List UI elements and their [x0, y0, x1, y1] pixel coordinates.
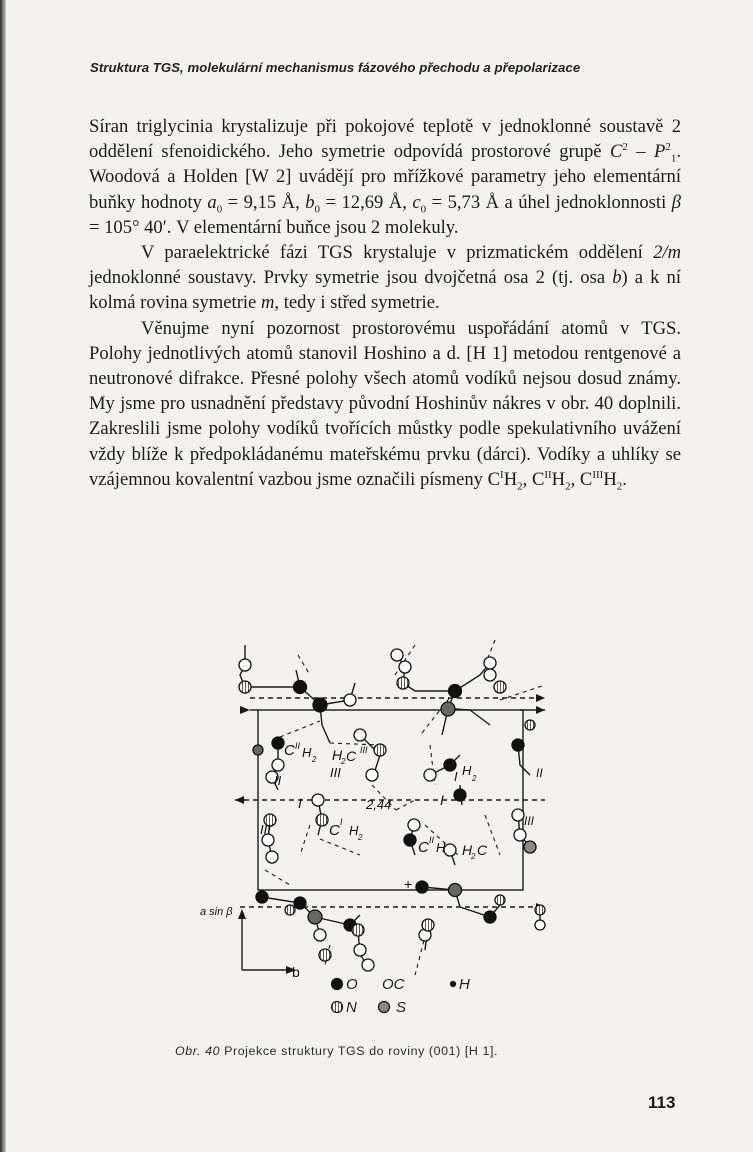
svg-text:H: H — [462, 842, 473, 858]
paragraph-2: V paraelektrické fázi TGS krystaluje v prizmatickém oddělení 2/m jednoklonné soustavy. Prvky symetrie jsou dvojčetná osa 2 (tj. osa b) a k ní kolmá rovina symetrie m, tedy i střed symetrie. — [89, 242, 682, 314]
svg-text:H: H — [436, 840, 446, 855]
svg-text:O: O — [346, 976, 358, 993]
svg-text:2,44: 2,44 — [366, 797, 392, 812]
svg-text:H: H — [462, 763, 472, 778]
svg-text:b: b — [292, 964, 300, 980]
svg-text:III: III — [524, 814, 535, 828]
svg-text:H: H — [332, 747, 343, 763]
tgs-structure-diagram — [200, 625, 580, 1025]
svg-text:I: I — [454, 769, 458, 784]
figure-caption-text: Projekce struktury TGS do roviny (001) [H 1]. — [220, 1044, 499, 1058]
svg-text:C: C — [418, 839, 429, 856]
svg-text:I: I — [440, 792, 444, 808]
svg-text:II: II — [429, 835, 435, 845]
svg-text:III: III — [360, 745, 368, 755]
svg-text:II: II — [274, 773, 282, 788]
svg-text:III: III — [330, 765, 341, 780]
figure-caption-label: Obr. 40 — [175, 1044, 221, 1058]
structure-figure — [200, 625, 580, 1025]
svg-text:C: C — [329, 822, 340, 839]
svg-text:C: C — [477, 842, 488, 858]
figure-caption — [175, 1044, 605, 1058]
svg-text:C: C — [284, 742, 295, 759]
page-number: 113 — [648, 1093, 676, 1112]
svg-text:2: 2 — [341, 757, 346, 766]
figure-legend — [332, 976, 471, 1016]
svg-text:S: S — [396, 999, 407, 1016]
page-spine-shadow — [0, 0, 6, 1152]
svg-text:C: C — [346, 748, 357, 764]
svg-text:a sin β: a sin β — [200, 906, 233, 918]
svg-text:2: 2 — [472, 774, 477, 783]
svg-text:H: H — [459, 976, 470, 993]
running-head: Struktura TGS, molekulární mechanismus fázového přechodu a přepolarizace — [90, 60, 581, 75]
svg-text:III: III — [260, 822, 271, 837]
body-text — [89, 114, 681, 492]
paragraph-3: Věnujme nyní pozornost prostorovému uspořádání atomů v TGS. Polohy jednotlivých atomů stanovil Hoshino a d. [H 1] metodou rentgenové a neutronové difrakce. Přesné polohy všech atomů vodíků nejsou dosud známy. My jsme pro usnadnění představy původní Hoshinův nákres v obr. 40 doplnili. Zakreslili jsme polohy vodíků tvořících můstky podle spekulativního uvážení vždy blíže k předpokládanému mateřskému prvku (dárci). Vodíky a uhlíky se vzájemnou kovalentní vazbou jsme označili písmeny $C^IH_2$, $C^{II}H_2$, $C^{III}H_2$. — [89, 317, 681, 493]
svg-text:II: II — [295, 741, 301, 751]
svg-text:2: 2 — [312, 755, 317, 764]
svg-text:2: 2 — [358, 833, 363, 842]
svg-text:II: II — [536, 766, 543, 780]
svg-text:N: N — [346, 999, 357, 1016]
paragraph-1: Síran triglycinia krystalizuje při pokojové teplotě v jednoklonné soustavě 2 oddělení sfenoidického. Jeho symetrie odpovídá prostorové grupě $C^2 - P^2_1$. Woodová a Holden [W 2] uvádějí pro mřížkové parametry jeho elementární buňky hodnoty $a_0 = 9,15$ Å, $b_0 = 12,69$ Å, $c_0 = 5,73$ Å a úhel jednoklonnosti β = 105° 40′. V elementární buňce jsou 2 molekuly. — [89, 116, 681, 238]
svg-text:+: + — [404, 876, 413, 892]
svg-text:H: H — [349, 823, 359, 838]
svg-text:2: 2 — [471, 852, 476, 861]
svg-text:H: H — [302, 745, 312, 760]
svg-text:I: I — [340, 817, 343, 827]
svg-text:I: I — [298, 795, 302, 811]
svg-text:OC: OC — [382, 976, 405, 993]
